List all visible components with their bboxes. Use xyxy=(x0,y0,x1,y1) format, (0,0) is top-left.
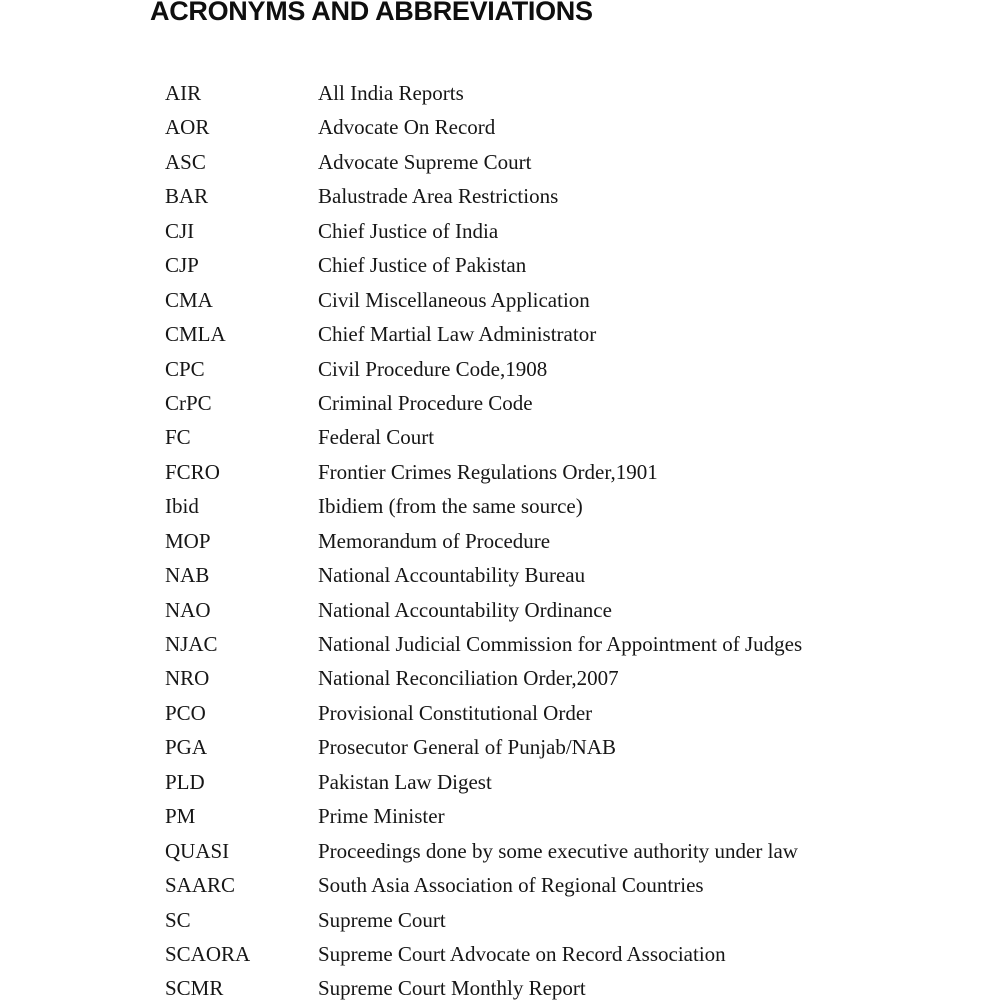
definition-cell: Federal Court xyxy=(318,425,435,450)
acronym-cell: ASC xyxy=(165,149,206,174)
abbreviation-row xyxy=(165,352,1000,386)
abbreviation-row xyxy=(165,730,1000,764)
definition-cell: Provisional Constitutional Order xyxy=(318,700,593,725)
definition-cell: Civil Miscellaneous Application xyxy=(318,287,590,312)
abbreviation-row xyxy=(165,593,1000,627)
abbreviation-row xyxy=(165,283,1000,317)
definition-cell: Chief Justice of India xyxy=(318,218,499,243)
definition-cell: Supreme Court xyxy=(318,907,446,932)
definition-cell: Balustrade Area Restrictions xyxy=(318,184,559,209)
abbreviation-row xyxy=(165,214,1000,248)
definition-cell: Criminal Procedure Code xyxy=(318,390,533,415)
abbreviation-row xyxy=(165,386,1000,420)
abbreviation-row xyxy=(165,937,1000,971)
abbreviation-row xyxy=(165,110,1000,144)
definition-cell: National Accountability Bureau xyxy=(318,563,586,588)
definition-cell: South Asia Association of Regional Countries xyxy=(318,873,704,898)
acronym-cell: SC xyxy=(165,907,191,932)
acronym-cell: CMA xyxy=(165,287,213,312)
definition-cell: Proceedings done by some executive authority under law xyxy=(318,838,798,863)
acronym-cell: CMLA xyxy=(165,322,226,347)
abbreviation-row xyxy=(165,420,1000,454)
definition-cell: All India Reports xyxy=(318,81,464,105)
acronym-cell: BAR xyxy=(165,184,209,209)
definition-cell: National Reconciliation Order,2007 xyxy=(318,666,619,691)
acronym-cell: CJP xyxy=(165,253,199,278)
abbreviation-row xyxy=(165,455,1000,489)
acronym-cell: NAO xyxy=(165,597,211,622)
abbreviation-row xyxy=(165,903,1000,937)
definition-cell: Civil Procedure Code,1908 xyxy=(318,356,548,381)
abbreviation-row xyxy=(165,179,1000,213)
definition-cell: National Judicial Commission for Appointment of Judges xyxy=(318,632,803,656)
abbreviation-row xyxy=(165,145,1000,179)
abbreviation-list xyxy=(165,76,1000,1000)
abbreviation-row xyxy=(165,834,1000,868)
acronym-cell: PM xyxy=(165,804,196,829)
definition-cell: Frontier Crimes Regulations Order,1901 xyxy=(318,459,658,484)
definition-cell: Prosecutor General of Punjab/NAB xyxy=(318,735,617,760)
acronym-cell: PLD xyxy=(165,769,205,794)
abbreviation-row xyxy=(165,558,1000,592)
definition-cell: Advocate On Record xyxy=(318,115,496,140)
acronym-cell: CJI xyxy=(165,218,195,243)
acronym-cell: NAB xyxy=(165,563,210,588)
definition-cell: Advocate Supreme Court xyxy=(318,149,532,174)
definition-cell: Ibidiem (from the same source) xyxy=(318,494,583,519)
acronym-cell: SAARC xyxy=(165,873,236,898)
abbreviation-row xyxy=(165,489,1000,523)
abbreviation-row xyxy=(165,868,1000,902)
definition-cell: Supreme Court Monthly Report xyxy=(318,976,586,1000)
definition-cell: National Accountability Ordinance xyxy=(318,597,612,622)
abbreviation-row xyxy=(165,799,1000,833)
abbreviation-row xyxy=(165,248,1000,282)
acronym-cell: CrPC xyxy=(165,390,212,415)
acronym-cell: AIR xyxy=(165,81,202,105)
definition-cell: Pakistan Law Digest xyxy=(318,769,492,794)
abbreviation-row xyxy=(165,627,1000,661)
abbreviation-row xyxy=(165,765,1000,799)
definition-cell: Prime Minister xyxy=(318,804,445,829)
acronym-cell: SCAORA xyxy=(165,941,251,966)
acronym-cell: AOR xyxy=(165,115,210,140)
acronym-cell: NJAC xyxy=(165,632,218,656)
acronym-cell: SCMR xyxy=(165,976,224,1000)
acronym-cell: PGA xyxy=(165,735,208,760)
acronym-cell: MOP xyxy=(165,528,211,553)
acronym-cell: NRO xyxy=(165,666,210,691)
abbreviation-row xyxy=(165,524,1000,558)
acronym-cell: Ibid xyxy=(165,494,199,519)
abbreviation-row xyxy=(165,696,1000,730)
acronym-cell: FC xyxy=(165,425,191,450)
definition-cell: Chief Martial Law Administrator xyxy=(318,322,597,347)
abbreviation-row xyxy=(165,317,1000,351)
abbreviation-row xyxy=(165,661,1000,695)
acronym-cell: QUASI xyxy=(165,838,230,863)
acronym-cell: FCRO xyxy=(165,459,220,484)
acronym-cell: PCO xyxy=(165,700,206,725)
abbreviation-row xyxy=(165,971,1000,1000)
definition-cell: Supreme Court Advocate on Record Association xyxy=(318,941,726,966)
definition-cell: Chief Justice of Pakistan xyxy=(318,253,527,278)
acronym-cell: CPC xyxy=(165,356,205,381)
page-title: ACRONYMS AND ABBREVIATIONS xyxy=(150,0,593,26)
definition-cell: Memorandum of Procedure xyxy=(318,528,551,553)
abbreviation-row xyxy=(165,76,1000,110)
